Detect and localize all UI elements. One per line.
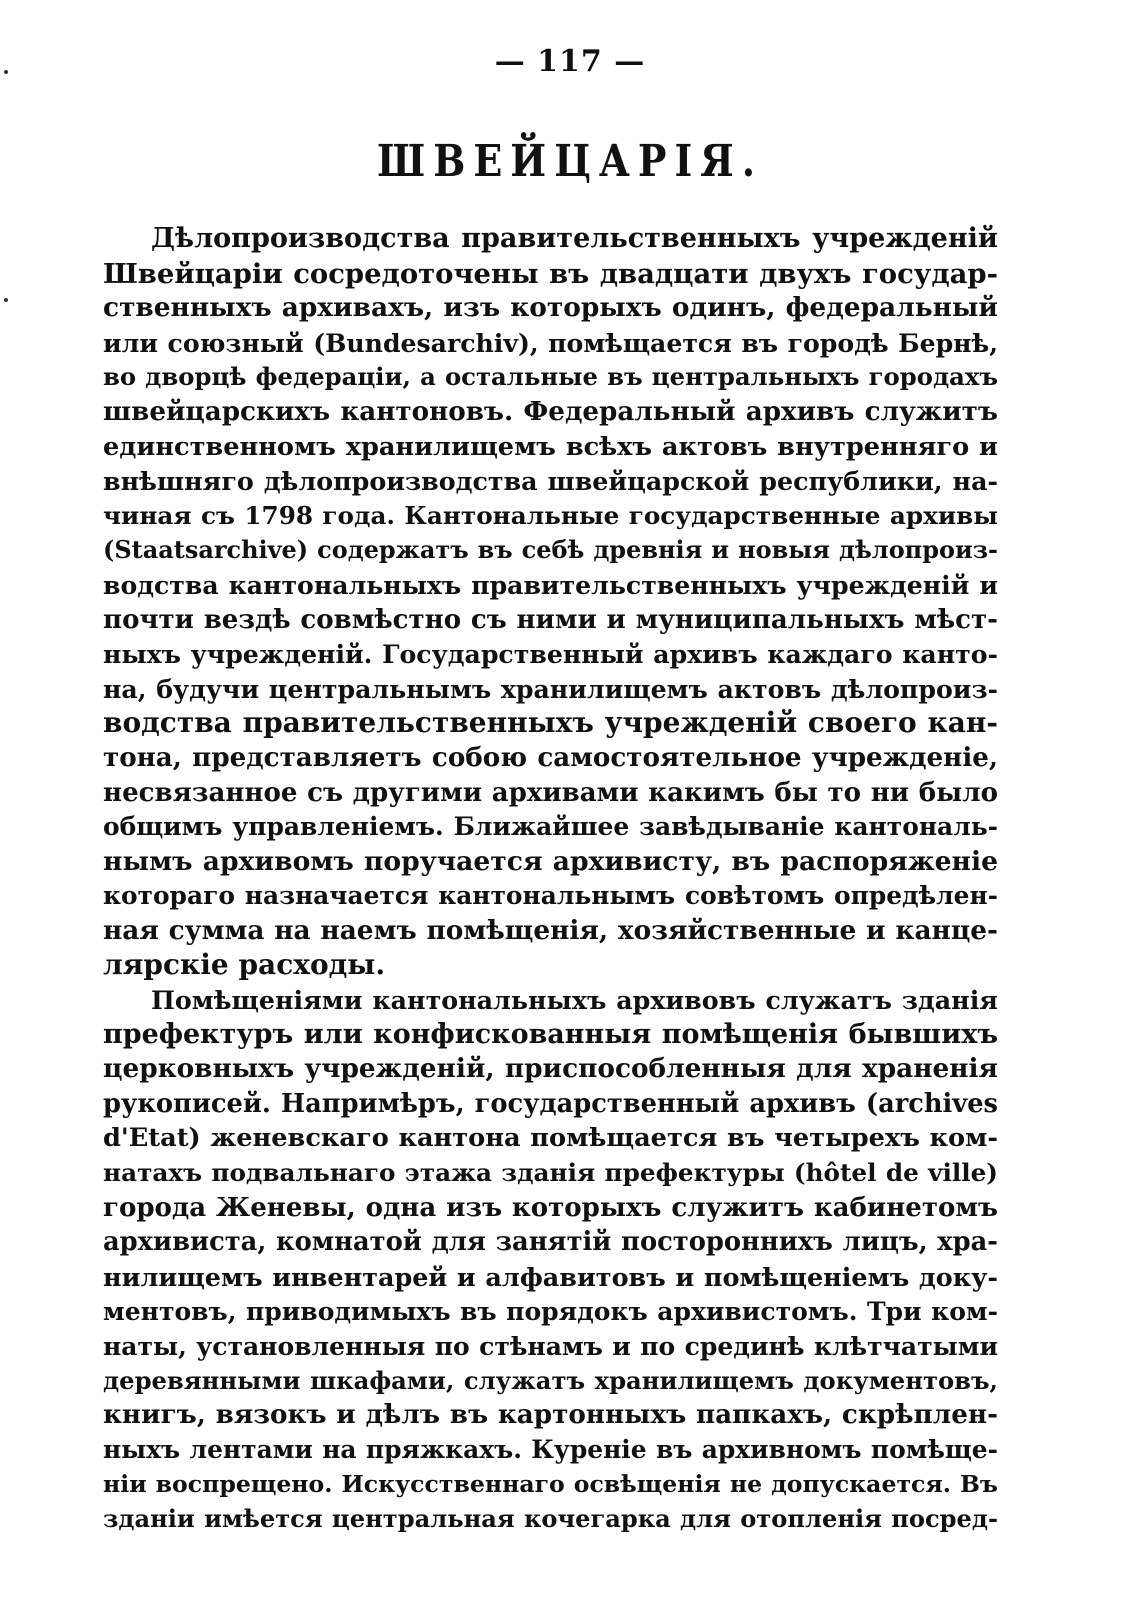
page-number: — 117 —: [494, 44, 646, 79]
text-line: почти вездѣ совмѣстно съ ними и муниципальныхъ мѣст-: [103, 604, 998, 635]
text-line: нилищемъ инвентарей и алфавитовъ и помѣщеніемъ доку-: [103, 1261, 998, 1292]
text-line: натахъ подвальнаго этажа зданія префектуры (hôtel de ville): [103, 1158, 998, 1188]
text-line: нымъ архивомъ поручается архивисту, въ распоряженіе: [103, 845, 998, 877]
text-line: ная сумма на наемъ помѣщенія, хозяйственные и канце-: [103, 914, 998, 946]
text-line: чиная съ 1798 года. Кантональные государственные архивы: [103, 500, 998, 530]
text-line: города Женевы, одна изъ которыхъ служитъ кабинетомъ: [103, 1192, 998, 1223]
text-line: ственныхъ архивахъ, изъ которыхъ одинъ, федеральный: [103, 292, 998, 324]
text-line: d'Etat) женевскаго кантона помѣщается въ четырехъ ком-: [103, 1123, 998, 1154]
chapter-title: ШВЕЙЦАРІЯ.: [377, 134, 763, 187]
text-line: рукописей. Напримѣръ, государственный архивъ (archives: [103, 1088, 998, 1119]
text-line: ніи воспрещено. Искусственнаго освѣщенія не допускается. Въ: [103, 1470, 998, 1499]
text-line: ментовъ, приводимыхъ въ порядокъ архивистомъ. Три ком-: [103, 1296, 998, 1327]
text-line: Дѣлопроизводства правительственныхъ учрежденій: [151, 223, 998, 254]
text-line: или союзный (Bundesarchiv), помѣщается въ городѣ Бернѣ,: [103, 327, 998, 358]
text-line: церковныхъ учрежденій, приспособленныя для храненія: [103, 1053, 998, 1085]
text-line: (Staatsarchive) содержатъ въ себѣ древнія и новыя дѣлопроиз-: [103, 535, 998, 565]
text-line: водства правительственныхъ учрежденій своего кан-: [103, 706, 998, 740]
text-line: Помѣщеніями кантональныхъ архивовъ служатъ зданія: [151, 985, 998, 1016]
text-line: Швейцаріи сосредоточены въ двадцати двухъ государ-: [103, 257, 998, 290]
text-line: во дворцѣ федераціи, а остальные въ центральныхъ городахъ: [103, 362, 998, 392]
text-line: на, будучи центральнымъ хранилищемъ актовъ дѣлопроиз-: [103, 673, 998, 704]
text-line: архивиста, комнатой для занятій постороннихъ лицъ, хра-: [103, 1227, 998, 1258]
text-line: швейцарскихъ кантоновъ. Федеральный архивъ служитъ: [103, 395, 998, 427]
text-line: водства кантональныхъ правительственныхъ учрежденій и: [103, 569, 998, 600]
text-line: котораго назначается кантональнымъ совѣтомъ опредѣлен-: [103, 881, 998, 911]
text-line: книгъ, вязокъ и дѣлъ въ картонныхъ папкахъ, скрѣплен-: [103, 1399, 998, 1431]
body-text: [103, 222, 998, 1537]
text-line: несвязанное съ другими архивами какимъ бы то ни было: [103, 777, 998, 808]
text-line: деревянными шкафами, служатъ хранилищемъ документовъ,: [103, 1365, 998, 1395]
text-line: общимъ управленіемъ. Ближайшее завѣдываніе кантональ-: [103, 812, 998, 842]
text-line: единственномъ хранилищемъ всѣхъ актовъ внутренняго и: [103, 431, 998, 462]
margin-mark: [4, 298, 8, 302]
text-line: ныхъ лентами на пряжкахъ. Куреніе въ архивномъ помѣще-: [103, 1434, 998, 1464]
text-line: наты, установленныя по стѣнамъ и по срединѣ клѣтчатыми: [103, 1331, 998, 1361]
text-line: тона, представляетъ собою самостоятельное учрежденіе,: [103, 741, 998, 773]
text-line: зданіи имѣется центральная кочегарка для отопленія посред-: [103, 1503, 998, 1533]
text-line: внѣшняго дѣлопроизводства швейцарской республики, на-: [103, 466, 998, 497]
text-line: ныхъ учрежденій. Государственный архивъ каждаго канто-: [103, 639, 998, 670]
text-line: лярскіе расходы.: [103, 948, 386, 982]
text-line: префектуръ или конфискованныя помѣщенія бывшихъ: [103, 1018, 998, 1050]
